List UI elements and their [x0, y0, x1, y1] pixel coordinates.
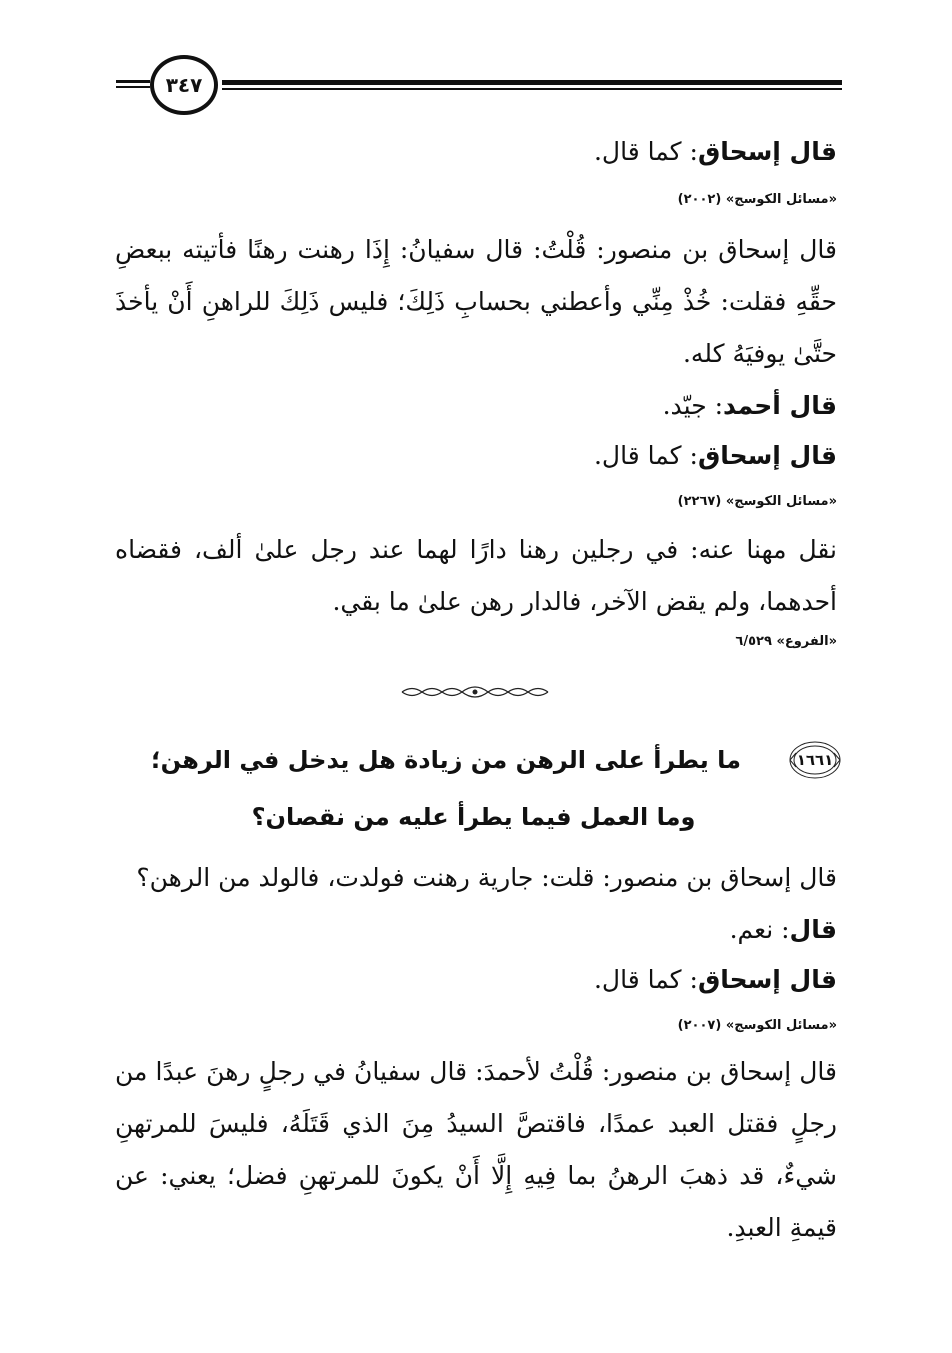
line-text: : كما قال. — [593, 965, 698, 994]
paragraph: نقل مهنا عنه: في رجلين رهنا دارًا لهما عند رجل علىٰ ألف، فقضاه أحدهما، ولم يقض الآخر، فالدار رهن علىٰ ما بقي. — [115, 535, 837, 616]
header-rule-left — [116, 80, 150, 83]
speaker-name: قال إسحاق — [697, 137, 837, 166]
line-text: : نعم. — [729, 915, 790, 944]
speaker-line — [115, 904, 837, 956]
page-number: ٣٤٧ — [150, 55, 218, 115]
chapter-number-badge — [788, 738, 842, 782]
source-citation: «مسائل الكوسج» (٢٢٦٧) — [677, 494, 837, 509]
paragraph: قال إسحاق بن منصور: قلت: جارية رهنت فولدت، فالولد من الرهن؟ — [136, 863, 837, 892]
chapter-title-line1: ما يطرأ على الرهن من زيادة هل يدخل في الرهن؛ — [151, 746, 741, 774]
speaker-line — [115, 126, 837, 178]
header-rule-thin — [222, 88, 842, 90]
header-rule-thick — [222, 80, 842, 85]
speaker-line — [115, 430, 837, 482]
source-citation: «مسائل الكوسج» (٢٠٠٧) — [677, 1018, 837, 1033]
speaker-name: قال — [789, 915, 837, 944]
source-citation: «الفروع» ٦/٥٢٩ — [735, 634, 837, 649]
line-text: : كما قال. — [593, 137, 698, 166]
speaker-name: قال إسحاق — [697, 441, 837, 470]
paragraph: قال إسحاق بن منصور: قُلْتُ: قال سفيانُ: إِذَا رهنت رهنًا فأتيته ببعضِ حقِّهِ فقلت: خُذْ مِنِّي وأعطني بحسابِ ذَلِكَ؛ فليس ذَلِكَ للراهنِ أَنْ يأخذَ حتَّىٰ يوفيَهُ كله. — [115, 235, 837, 368]
header-rule-left-thin — [116, 86, 150, 88]
chapter-number: ١٦٦١ — [796, 751, 834, 769]
paragraph: قال إسحاق بن منصور: قُلْتُ لأحمدَ: قال سفيانُ في رجلٍ رهنَ عبدًا من رجلٍ فقتل العبد عمدًا، فاقتصَّ السيدُ مِنَ الذي قَتَلَهُ، فليسَ للمرتهنِ شيءٌ، قد ذهبَ الرهنُ بما فِيهِ إِلَّا أَنْ يكونَ للمرتهنِ فضل؛ يعني: عن قيمةِ العبدِ. — [115, 1057, 837, 1242]
line-text: : كما قال. — [593, 441, 698, 470]
chapter-title-line2: وما العمل فيما يطرأ عليه من نقصان؟ — [251, 803, 696, 831]
ornament-divider-icon — [400, 682, 550, 702]
speaker-name: قال إسحاق — [697, 965, 837, 994]
line-text: : جيّد. — [662, 391, 724, 420]
speaker-line — [115, 954, 837, 1006]
speaker-name: قال أحمد — [723, 391, 837, 420]
source-citation: «مسائل الكوسج» (٢٠٠٢) — [677, 192, 837, 207]
speaker-line — [115, 380, 837, 432]
